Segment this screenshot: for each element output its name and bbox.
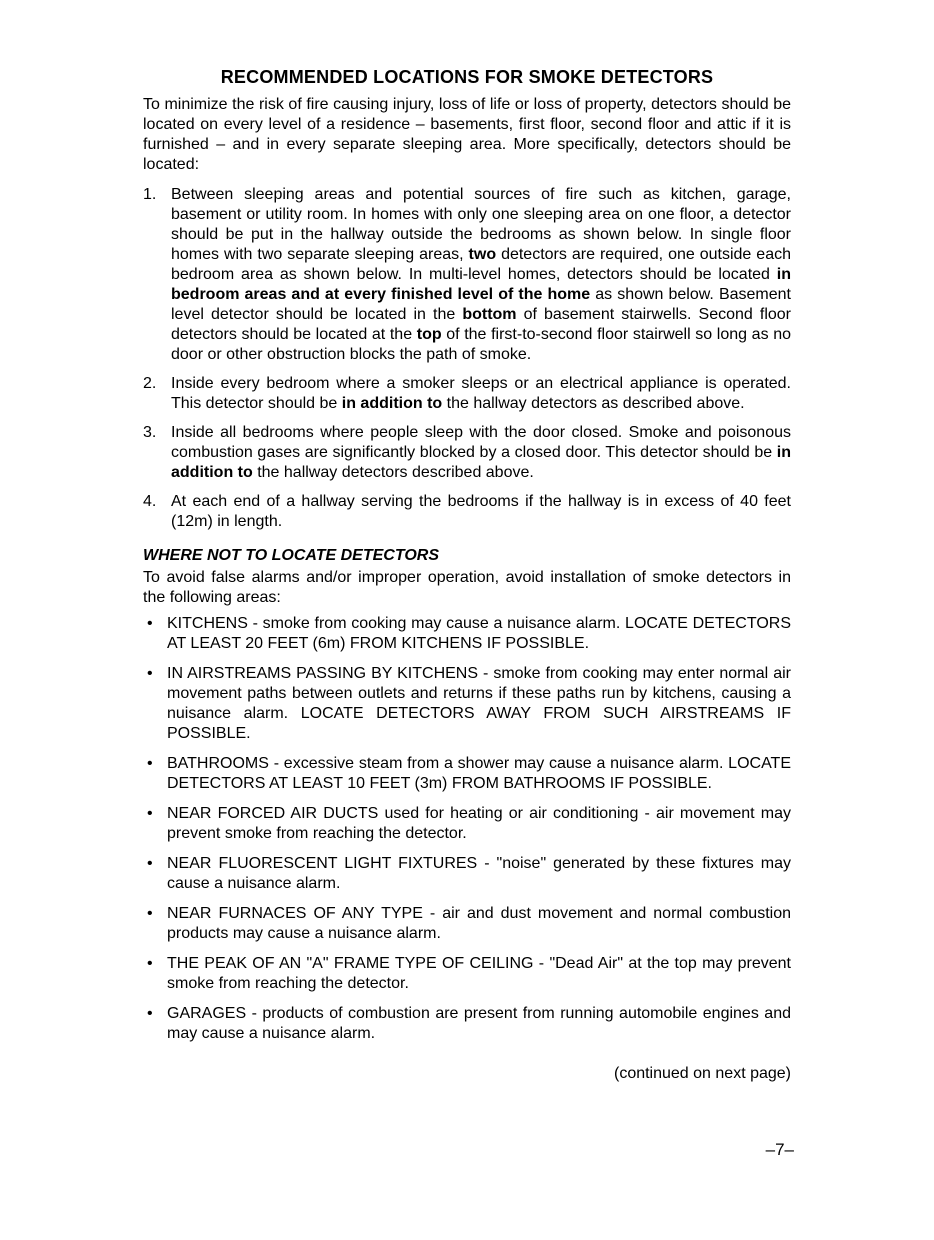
avoid-item-text: NEAR FURNACES OF ANY TYPE - air and dust movement and normal combustion products may cause a nuisance alarm.	[167, 905, 791, 942]
location-text-segment: Inside every bedroom where a smoker sleeps or an electrical appliance is operated. This detector should be	[171, 375, 791, 412]
location-text-emphasis: top	[416, 326, 442, 343]
location-text-segment: At each end of a hallway serving the bedrooms if the hallway is in excess of 40 feet (12m) in length.	[171, 493, 791, 530]
list-number: 2.	[143, 375, 157, 392]
avoid-item	[143, 804, 791, 844]
avoid-item	[143, 954, 791, 994]
location-text-segment: the hallway detectors as described above.	[442, 395, 745, 412]
avoid-item-text: KITCHENS - smoke from cooking may cause a nuisance alarm. LOCATE DETECTORS AT LEAST 20 FEET (6m) FROM KITCHENS IF POSSIBLE.	[167, 615, 791, 652]
bullet-icon: •	[147, 855, 153, 872]
location-text-emphasis: two	[468, 246, 497, 263]
list-number: 1.	[143, 186, 157, 203]
avoid-item	[143, 854, 791, 894]
avoid-item	[143, 1004, 791, 1044]
recommended-locations-list	[143, 185, 791, 532]
location-text-emphasis: bottom	[462, 306, 517, 323]
bullet-icon: •	[147, 615, 153, 632]
intro-paragraph: To minimize the risk of fire causing injury, loss of life or loss of property, detectors should be located on every level of a residence – basements, first floor, second floor and attic if it is furnished – and in every separate sleeping area. More specifically, detectors should be located:	[143, 96, 791, 173]
avoid-item-text: NEAR FLUORESCENT LIGHT FIXTURES - "noise" generated by these fixtures may cause a nuisance alarm.	[167, 855, 791, 892]
bullet-icon: •	[147, 755, 153, 772]
location-item	[143, 492, 791, 532]
location-text-segment: of basement stairwells. Second floor detectors should be located at the	[171, 306, 791, 343]
page-title: RECOMMENDED LOCATIONS FOR SMOKE DETECTORS	[220, 67, 714, 87]
location-item	[143, 423, 791, 483]
avoid-intro-paragraph: To avoid false alarms and/or improper operation, avoid installation of smoke detectors in the following areas:	[143, 569, 791, 606]
bullet-icon: •	[147, 955, 153, 972]
location-text-segment: Between sleeping areas and potential sources of fire such as kitchen, garage, basement or utility room. In homes with only one sleeping area on one floor, a detector should be put in the hallway outside the bedrooms as shown below. In single floor homes with two separate sleeping areas,	[171, 186, 791, 263]
location-item	[143, 185, 791, 365]
avoid-item-text: GARAGES - products of combustion are present from running automobile engines and may cause a nuisance alarm.	[167, 1005, 791, 1042]
avoid-item	[143, 904, 791, 944]
location-text-emphasis: in addition to	[171, 444, 791, 481]
avoid-locations-list	[143, 614, 791, 1044]
bullet-icon: •	[147, 665, 153, 682]
avoid-item-text: NEAR FORCED AIR DUCTS used for heating or air conditioning - air movement may prevent smoke from reaching the detector.	[167, 805, 791, 842]
bullet-icon: •	[147, 905, 153, 922]
avoid-item	[143, 664, 791, 744]
location-text-segment: the hallway detectors described above.	[252, 464, 534, 481]
location-item	[143, 374, 791, 414]
location-text-segment: of the first-to-second floor stairwell so long as no door or other obstruction blocks the path of smoke.	[171, 326, 792, 363]
avoid-item	[143, 754, 791, 794]
avoid-item	[143, 614, 791, 654]
avoid-item-text: THE PEAK OF AN "A" FRAME TYPE OF CEILING - "Dead Air" at the top may prevent smoke from reaching the detector.	[167, 955, 791, 992]
location-text-emphasis: in bedroom areas and at every finished level of the home	[171, 266, 791, 303]
avoid-item-text: IN AIRSTREAMS PASSING BY KITCHENS - smoke from cooking may enter normal air movement paths between outlets and returns if these paths run by kitchens, causing a nuisance alarm. LOCATE DETECTORS AWAY FROM SUCH AIRSTREAMS IF POSSIBLE.	[167, 665, 791, 742]
avoid-item-text: BATHROOMS - excessive steam from a shower may cause a nuisance alarm. LOCATE DETECTORS AT LEAST 10 FEET (3m) FROM BATHROOMS IF POSSIBLE.	[167, 755, 791, 792]
where-not-heading: WHERE NOT TO LOCATE DETECTORS	[143, 547, 440, 564]
location-text-segment: detectors are required, one outside each bedroom area as shown below. In multi-level homes, detectors should be located	[171, 246, 791, 283]
bullet-icon: •	[147, 1005, 153, 1022]
page-number: –7–	[765, 1140, 794, 1159]
manual-page	[143, 66, 791, 1084]
continued-note: (continued on next page)	[613, 1065, 791, 1082]
list-number: 3.	[143, 424, 157, 441]
location-text-segment: as shown below. Basement level detector should be located in the	[171, 286, 791, 323]
bullet-icon: •	[147, 805, 153, 822]
list-number: 4.	[143, 493, 157, 510]
location-text-segment: Inside all bedrooms where people sleep with the door closed. Smoke and poisonous combustion gases are significantly blocked by a closed door. This detector should be	[171, 424, 791, 461]
location-text-emphasis: in addition to	[341, 395, 443, 412]
